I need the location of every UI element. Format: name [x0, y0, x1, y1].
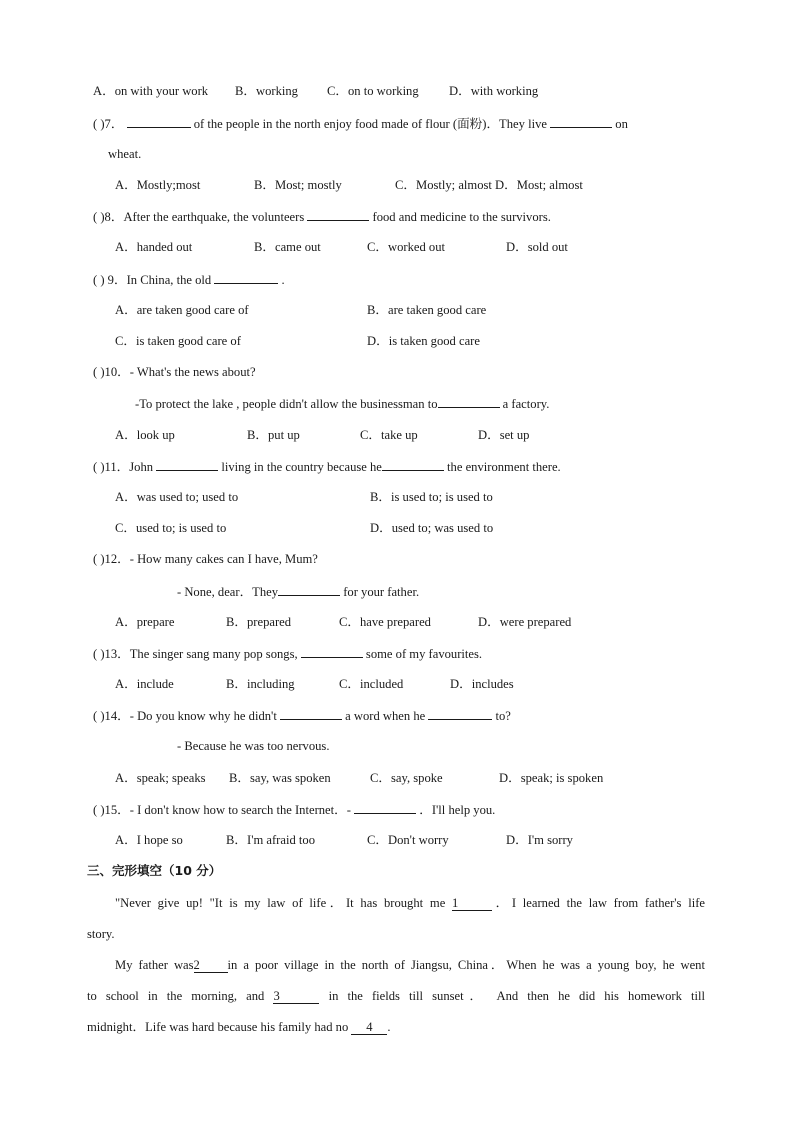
q12-option-d: D．were prepared	[478, 615, 572, 629]
cloze-paragraph-1-line2: story.	[87, 927, 115, 941]
q10-option-b: B．put up	[247, 428, 300, 442]
q11-number: ( )11．	[93, 460, 130, 474]
q9-blank[interactable]	[214, 270, 278, 284]
q9-number: ( ) 9．	[93, 273, 127, 287]
q15-option-c: C．Don't worry	[367, 833, 449, 847]
q7-option-b: B．Most; mostly	[254, 178, 342, 192]
q12-blank[interactable]	[278, 582, 340, 596]
q13-number: ( )13．	[93, 647, 130, 661]
q11-stem: ( )11．John living in the country because he the environment there.	[93, 457, 561, 476]
q12-stem-line2: - None, dear．They for your father.	[177, 582, 419, 601]
q12-option-b: B．prepared	[226, 615, 292, 629]
q14-stem-line2: - Because he was too nervous.	[177, 739, 330, 753]
q10-stem-line2: -To protect the lake , people didn't allow the businessman to a factory.	[135, 394, 549, 413]
q12-number: ( )12．	[93, 552, 130, 566]
q13-option-b: B．including	[226, 677, 295, 691]
q7-option-a: A．Mostly;most	[115, 178, 201, 192]
q10-option-c: C．take up	[360, 428, 418, 442]
q11-blank-2[interactable]	[382, 457, 444, 471]
cloze-paragraph-2-line2: to school in the morning, and 3 in the fields till sunset． And then he did his homework till	[87, 989, 705, 1003]
q8-option-b: B．came out	[254, 240, 321, 254]
cloze-paragraph-1-line1: "Never give up! "It is my law of life．It has brought me 1 ．I learned the law from father's life	[115, 896, 705, 910]
cloze-paragraph-2-line3: midnight．Life was hard because his family had no 4 .	[87, 1020, 391, 1034]
q14-option-c: C．say, spoke	[370, 771, 443, 785]
q9-option-d: D．is taken good care	[367, 334, 480, 348]
q6-option-b: B．working	[235, 84, 298, 98]
q8-option-c: C．worked out	[367, 240, 446, 254]
section-title-cloze: 三、完形填空（10 分）	[87, 863, 222, 878]
q15-option-b: B．I'm afraid too	[226, 833, 316, 847]
cloze-blank-1[interactable]: 1	[452, 896, 492, 911]
q11-blank-1[interactable]	[156, 457, 218, 471]
q10-number: ( )10．	[93, 365, 130, 379]
q15-blank[interactable]	[354, 800, 416, 814]
q8-option-d: D．sold out	[506, 240, 568, 254]
q11-option-a: A．was used to; used to	[115, 490, 239, 504]
q9-option-c: C．is taken good care of	[115, 334, 241, 348]
q13-option-d: D．includes	[450, 677, 514, 691]
q13-stem: ( )13．The singer sang many pop songs, some of my favourites.	[93, 644, 482, 663]
q9-option-a: A．are taken good care of	[115, 303, 249, 317]
q6-option-c: C．on to working	[327, 84, 419, 98]
q7-option-cd: C．Mostly; almost D．Most; almost	[395, 178, 583, 192]
cloze-blank-3[interactable]: 3	[273, 989, 319, 1004]
q7-blank-1[interactable]	[127, 114, 191, 128]
q7-number: ( )7．	[93, 117, 124, 131]
q8-blank[interactable]	[307, 207, 369, 221]
q6-option-d: D．with working	[449, 84, 539, 98]
q12-stem: ( )12．- How many cakes can I have, Mum?	[93, 552, 318, 566]
q8-stem: ( )8．After the earthquake, the volunteers food and medicine to the survivors.	[93, 207, 551, 226]
q15-number: ( )15．	[93, 803, 130, 817]
q9-stem: ( ) 9．In China, the old .	[93, 270, 285, 289]
q7-stem: ( )7． of the people in the north enjoy food made of flour (面粉)．They live on	[93, 114, 628, 133]
q12-option-c: C．have prepared	[339, 615, 431, 629]
q7-blank-2[interactable]	[550, 114, 612, 128]
cloze-paragraph-2-line1: My father was2 in a poor village in the north of Jiangsu, China．When he was a young boy, he went	[115, 958, 705, 972]
q10-stem: ( )10．- What's the news about?	[93, 365, 256, 379]
q14-option-d: D．speak; is spoken	[499, 771, 604, 785]
q10-option-d: D．set up	[478, 428, 530, 442]
q14-option-a: A．speak; speaks	[115, 771, 206, 785]
q14-blank-2[interactable]	[428, 706, 492, 720]
q11-option-b: B．is used to; is used to	[370, 490, 493, 504]
cloze-blank-4[interactable]: 4	[351, 1020, 387, 1035]
q14-option-b: B．say, was spoken	[229, 771, 331, 785]
q8-option-a: A．handed out	[115, 240, 193, 254]
q10-blank[interactable]	[438, 394, 500, 408]
q14-blank-1[interactable]	[280, 706, 342, 720]
q9-option-b: B．are taken good care	[367, 303, 487, 317]
q10-option-a: A．look up	[115, 428, 175, 442]
q6-option-a: A．on with your work	[93, 84, 209, 98]
q8-number: ( )8．	[93, 210, 124, 224]
q14-number: ( )14．	[93, 709, 130, 723]
q13-blank[interactable]	[301, 644, 363, 658]
q11-option-d: D．used to; was used to	[370, 521, 494, 535]
q12-option-a: A．prepare	[115, 615, 175, 629]
q13-option-a: A．include	[115, 677, 174, 691]
q7-stem-line2: wheat.	[108, 147, 142, 161]
q13-option-c: C．included	[339, 677, 404, 691]
q15-stem: ( )15．- I don't know how to search the Internet．- ．I'll help you.	[93, 800, 495, 819]
q15-option-a: A．I hope so	[115, 833, 183, 847]
q14-stem: ( )14．- Do you know why he didn't a word when he to?	[93, 706, 511, 725]
q11-option-c: C．used to; is used to	[115, 521, 227, 535]
cloze-blank-2[interactable]: 2	[194, 958, 228, 973]
q15-option-d: D．I'm sorry	[506, 833, 573, 847]
